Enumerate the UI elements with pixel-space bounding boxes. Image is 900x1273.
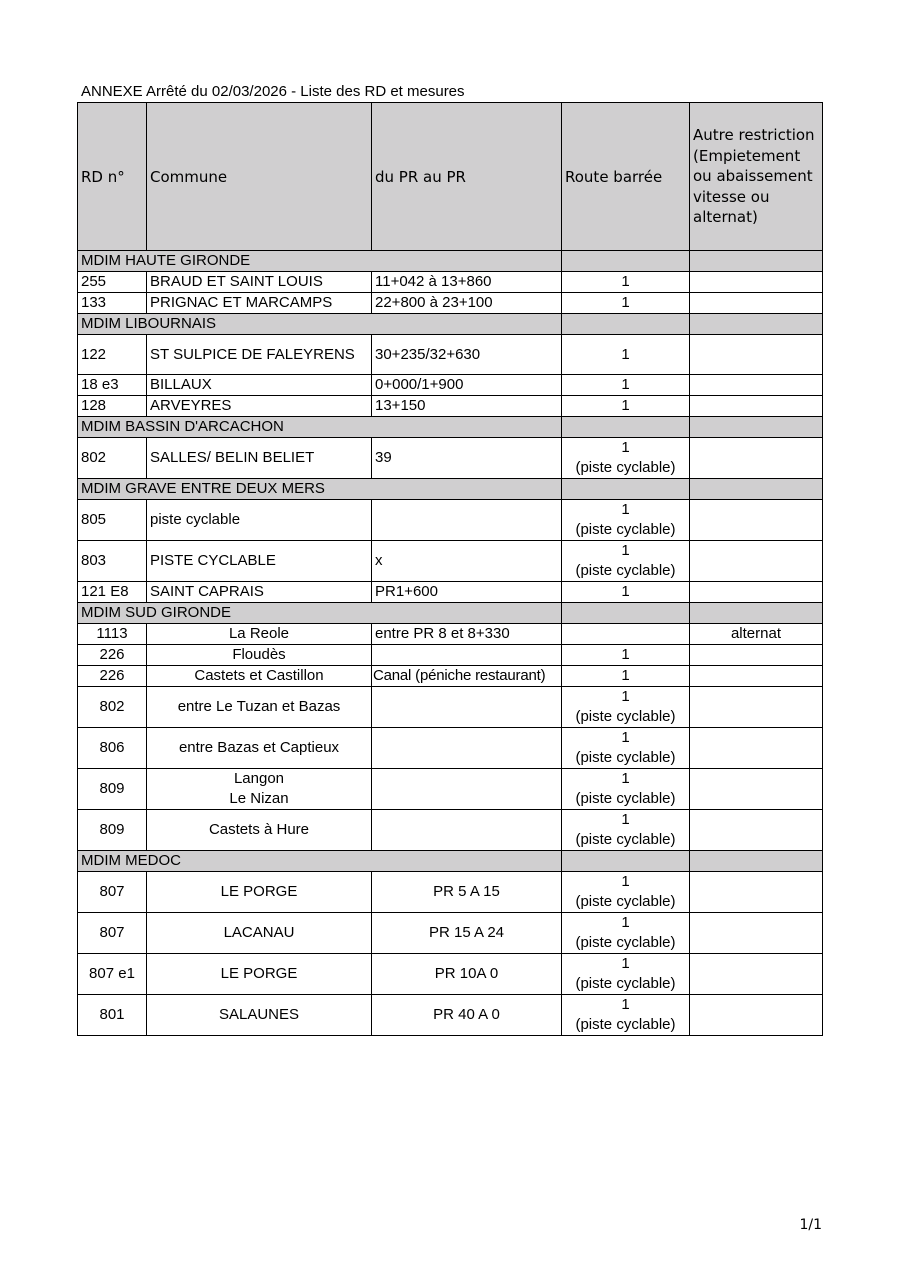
rd-cell: 806 bbox=[78, 728, 147, 769]
table-row bbox=[78, 645, 823, 666]
autre-restriction-cell: alternat bbox=[690, 624, 823, 645]
route-barree-cell: 1 (piste cyclable) bbox=[562, 728, 690, 769]
pr-cell bbox=[372, 500, 562, 541]
commune-cell: ARVEYRES bbox=[147, 396, 372, 417]
table-row bbox=[78, 995, 823, 1036]
route-barree-cell: 1 bbox=[562, 666, 690, 687]
section-empty-cell bbox=[562, 251, 690, 272]
table-row bbox=[78, 687, 823, 728]
section-empty-cell bbox=[690, 251, 823, 272]
route-barree-cell: 1 bbox=[562, 375, 690, 396]
rd-cell: 18 e3 bbox=[78, 375, 147, 396]
autre-restriction-cell bbox=[690, 728, 823, 769]
table-body bbox=[78, 251, 823, 1036]
table-row bbox=[78, 913, 823, 954]
section-title: MDIM BASSIN D'ARCACHON bbox=[78, 417, 562, 438]
route-barree-cell: 1 (piste cyclable) bbox=[562, 769, 690, 810]
rd-cell: 255 bbox=[78, 272, 147, 293]
pr-cell: 11+042 à 13+860 bbox=[372, 272, 562, 293]
pr-cell: entre PR 8 et 8+330 bbox=[372, 624, 562, 645]
route-barree-cell bbox=[562, 624, 690, 645]
header-rd: RD n° bbox=[78, 103, 147, 251]
table-row bbox=[78, 666, 823, 687]
pr-cell bbox=[372, 645, 562, 666]
pr-cell: x bbox=[372, 541, 562, 582]
autre-restriction-cell bbox=[690, 769, 823, 810]
route-barree-cell: 1 (piste cyclable) bbox=[562, 913, 690, 954]
route-barree-cell: 1 bbox=[562, 396, 690, 417]
table-row bbox=[78, 438, 823, 479]
commune-cell: LACANAU bbox=[147, 913, 372, 954]
route-barree-cell: 1 (piste cyclable) bbox=[562, 810, 690, 851]
pr-cell: PR 15 A 24 bbox=[372, 913, 562, 954]
rd-cell: 122 bbox=[78, 335, 147, 375]
autre-restriction-cell bbox=[690, 272, 823, 293]
table-row bbox=[78, 293, 823, 314]
commune-cell: Langon Le Nizan bbox=[147, 769, 372, 810]
route-barree-cell: 1 (piste cyclable) bbox=[562, 438, 690, 479]
autre-restriction-cell bbox=[690, 375, 823, 396]
pr-cell bbox=[372, 769, 562, 810]
autre-restriction-cell bbox=[690, 500, 823, 541]
commune-cell: PISTE CYCLABLE bbox=[147, 541, 372, 582]
route-barree-cell: 1 (piste cyclable) bbox=[562, 541, 690, 582]
pr-cell bbox=[372, 810, 562, 851]
rd-cell: 128 bbox=[78, 396, 147, 417]
autre-restriction-cell bbox=[690, 913, 823, 954]
document-title: ANNEXE Arrêté du 02/03/2026 - Liste des RD et mesures bbox=[81, 83, 465, 100]
table-row bbox=[78, 375, 823, 396]
route-barree-cell: 1 bbox=[562, 335, 690, 375]
section-empty-cell bbox=[690, 851, 823, 872]
rd-cell: 801 bbox=[78, 995, 147, 1036]
pr-cell: PR 10A 0 bbox=[372, 954, 562, 995]
table-row bbox=[78, 500, 823, 541]
rd-cell: 809 bbox=[78, 810, 147, 851]
commune-cell: BILLAUX bbox=[147, 375, 372, 396]
commune-cell: LE PORGE bbox=[147, 954, 372, 995]
section-row bbox=[78, 314, 823, 335]
commune-cell: Castets et Castillon bbox=[147, 666, 372, 687]
table-row bbox=[78, 769, 823, 810]
autre-restriction-cell bbox=[690, 541, 823, 582]
page-number: 1/1 bbox=[799, 1217, 822, 1233]
rd-cell: 133 bbox=[78, 293, 147, 314]
section-row bbox=[78, 603, 823, 624]
autre-restriction-cell bbox=[690, 438, 823, 479]
autre-restriction-cell bbox=[690, 810, 823, 851]
rd-cell: 121 E8 bbox=[78, 582, 147, 603]
route-barree-cell: 1 (piste cyclable) bbox=[562, 687, 690, 728]
commune-cell: entre Bazas et Captieux bbox=[147, 728, 372, 769]
table-row bbox=[78, 272, 823, 293]
table-row bbox=[78, 954, 823, 995]
commune-cell: LE PORGE bbox=[147, 872, 372, 913]
pr-cell: 0+000/1+900 bbox=[372, 375, 562, 396]
section-row bbox=[78, 851, 823, 872]
autre-restriction-cell bbox=[690, 666, 823, 687]
commune-cell: ST SULPICE DE FALEYRENS bbox=[147, 335, 372, 375]
commune-cell: Castets à Hure bbox=[147, 810, 372, 851]
commune-cell: La Reole bbox=[147, 624, 372, 645]
table-row bbox=[78, 335, 823, 375]
rd-cell: 809 bbox=[78, 769, 147, 810]
section-row bbox=[78, 417, 823, 438]
commune-cell: SALLES/ BELIN BELIET bbox=[147, 438, 372, 479]
section-row bbox=[78, 479, 823, 500]
section-title: MDIM HAUTE GIRONDE bbox=[78, 251, 562, 272]
table-row bbox=[78, 582, 823, 603]
section-empty-cell bbox=[690, 603, 823, 624]
section-title: MDIM MEDOC bbox=[78, 851, 562, 872]
table-row bbox=[78, 541, 823, 582]
section-title: MDIM GRAVE ENTRE DEUX MERS bbox=[78, 479, 562, 500]
pr-cell: 13+150 bbox=[372, 396, 562, 417]
section-empty-cell bbox=[562, 603, 690, 624]
autre-restriction-cell bbox=[690, 335, 823, 375]
pr-cell bbox=[372, 687, 562, 728]
table-row bbox=[78, 624, 823, 645]
header-commune: Commune bbox=[147, 103, 372, 251]
rd-cell: 226 bbox=[78, 645, 147, 666]
header-autre-restriction: Autre restriction (Empietement ou abaissement vitesse ou alternat) bbox=[690, 103, 823, 251]
rd-cell: 807 e1 bbox=[78, 954, 147, 995]
pr-cell: Canal (péniche restaurant) bbox=[372, 666, 562, 687]
table-row bbox=[78, 728, 823, 769]
commune-cell: BRAUD ET SAINT LOUIS bbox=[147, 272, 372, 293]
table-header-row bbox=[78, 103, 823, 251]
section-empty-cell bbox=[562, 851, 690, 872]
autre-restriction-cell bbox=[690, 954, 823, 995]
table-row bbox=[78, 872, 823, 913]
route-barree-cell: 1 (piste cyclable) bbox=[562, 872, 690, 913]
section-row bbox=[78, 251, 823, 272]
section-empty-cell bbox=[562, 314, 690, 335]
pr-cell: 22+800 à 23+100 bbox=[372, 293, 562, 314]
route-barree-cell: 1 bbox=[562, 645, 690, 666]
commune-cell: PRIGNAC ET MARCAMPS bbox=[147, 293, 372, 314]
section-title: MDIM SUD GIRONDE bbox=[78, 603, 562, 624]
route-barree-cell: 1 (piste cyclable) bbox=[562, 954, 690, 995]
rd-cell: 802 bbox=[78, 438, 147, 479]
section-empty-cell bbox=[562, 417, 690, 438]
commune-cell: SAINT CAPRAIS bbox=[147, 582, 372, 603]
rd-measures-table bbox=[77, 102, 823, 1036]
section-title: MDIM LIBOURNAIS bbox=[78, 314, 562, 335]
rd-cell: 807 bbox=[78, 872, 147, 913]
pr-cell bbox=[372, 728, 562, 769]
route-barree-cell: 1 (piste cyclable) bbox=[562, 995, 690, 1036]
section-empty-cell bbox=[690, 417, 823, 438]
pr-cell: 39 bbox=[372, 438, 562, 479]
autre-restriction-cell bbox=[690, 872, 823, 913]
autre-restriction-cell bbox=[690, 687, 823, 728]
route-barree-cell: 1 bbox=[562, 293, 690, 314]
header-route-barree: Route barrée bbox=[562, 103, 690, 251]
rd-cell: 802 bbox=[78, 687, 147, 728]
table-row bbox=[78, 810, 823, 851]
rd-cell: 1113 bbox=[78, 624, 147, 645]
commune-cell: entre Le Tuzan et Bazas bbox=[147, 687, 372, 728]
section-empty-cell bbox=[562, 479, 690, 500]
header-pr: du PR au PR bbox=[372, 103, 562, 251]
autre-restriction-cell bbox=[690, 582, 823, 603]
commune-cell: piste cyclable bbox=[147, 500, 372, 541]
autre-restriction-cell bbox=[690, 396, 823, 417]
pr-cell: 30+235/32+630 bbox=[372, 335, 562, 375]
rd-cell: 807 bbox=[78, 913, 147, 954]
route-barree-cell: 1 bbox=[562, 272, 690, 293]
autre-restriction-cell bbox=[690, 995, 823, 1036]
route-barree-cell: 1 (piste cyclable) bbox=[562, 500, 690, 541]
rd-cell: 803 bbox=[78, 541, 147, 582]
pr-cell: PR1+600 bbox=[372, 582, 562, 603]
rd-cell: 226 bbox=[78, 666, 147, 687]
autre-restriction-cell bbox=[690, 645, 823, 666]
section-empty-cell bbox=[690, 479, 823, 500]
commune-cell: Floudès bbox=[147, 645, 372, 666]
table-row bbox=[78, 396, 823, 417]
route-barree-cell: 1 bbox=[562, 582, 690, 603]
commune-cell: SALAUNES bbox=[147, 995, 372, 1036]
pr-cell: PR 5 A 15 bbox=[372, 872, 562, 913]
rd-cell: 805 bbox=[78, 500, 147, 541]
autre-restriction-cell bbox=[690, 293, 823, 314]
section-empty-cell bbox=[690, 314, 823, 335]
pr-cell: PR 40 A 0 bbox=[372, 995, 562, 1036]
